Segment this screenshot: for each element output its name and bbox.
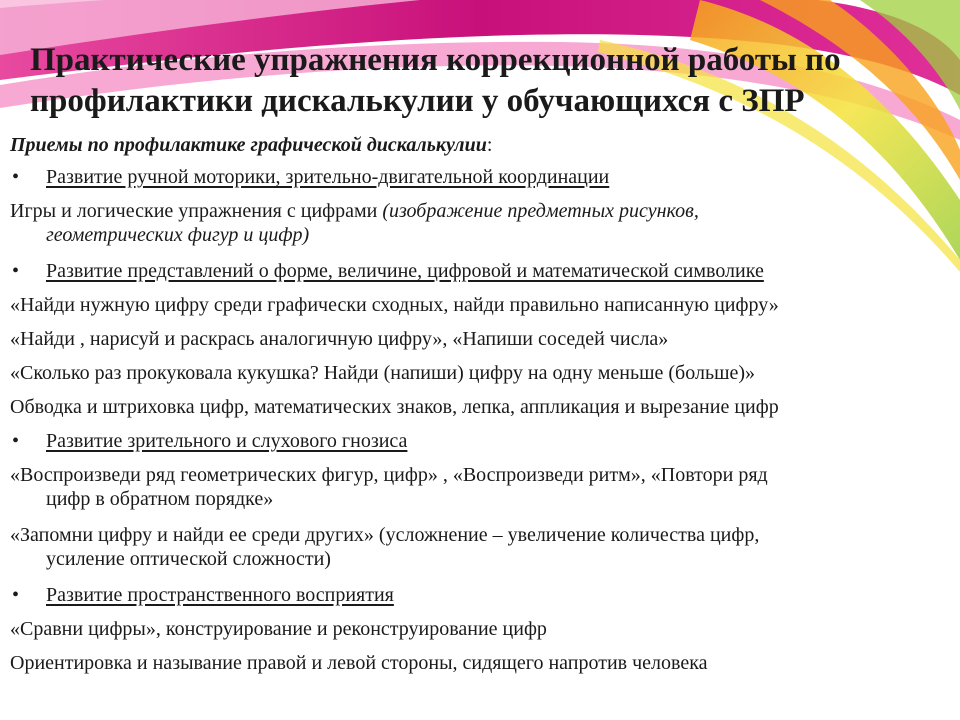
list-item-continuation: усиление оптической сложности) bbox=[46, 548, 331, 570]
bullet-text: Развитие зрительного и слухового гнозиса bbox=[46, 430, 408, 452]
bullet-icon: • bbox=[12, 166, 20, 188]
bullet-icon: • bbox=[12, 430, 20, 452]
list-item: «Воспроизведи ряд геометрических фигур, цифр» , «Воспроизведи ритм», «Повтори ряд bbox=[10, 464, 768, 486]
slide-body bbox=[10, 133, 950, 675]
list-item: «Найди нужную цифру среди графически сходных, найди правильно написанную цифру» bbox=[10, 294, 779, 316]
bullet-item bbox=[10, 165, 950, 189]
bullet-icon: • bbox=[12, 260, 20, 282]
bullet-item bbox=[10, 583, 950, 607]
heading-colon: : bbox=[486, 134, 493, 156]
bullet-item bbox=[10, 429, 950, 453]
list-item: «Сколько раз прокуковала кукушка? Найди (напиши) цифру на одну меньше (больше)» bbox=[10, 362, 755, 384]
bullet-icon: • bbox=[12, 584, 20, 606]
title-line: профилактики дискалькулии у обучающихся с ЗПР bbox=[30, 83, 805, 119]
item-text: Игры и логические упражнения с цифрами bbox=[10, 200, 383, 222]
list-item bbox=[10, 199, 950, 223]
bullet-text: Развитие представлений о форме, величине, цифровой и математической символике bbox=[46, 260, 764, 282]
list-item-continuation: цифр в обратном порядке» bbox=[46, 488, 274, 510]
list-item: Обводка и штриховка цифр, математических знаков, лепка, аппликация и вырезание цифр bbox=[10, 396, 779, 418]
bullet-text: Развитие ручной моторики, зрительно-двигательной координации bbox=[46, 166, 610, 188]
slide-title bbox=[30, 40, 950, 122]
list-item: «Найди , нарисуй и раскрась аналогичную цифру», «Напиши соседей числа» bbox=[10, 328, 669, 350]
heading-text: Приемы по профилактике графической дискалькулии bbox=[10, 134, 487, 156]
title-line: Практические упражнения коррекционной работы по bbox=[30, 42, 841, 78]
section-heading bbox=[10, 133, 950, 157]
list-item: Ориентировка и называние правой и левой стороны, сидящего напротив человека bbox=[10, 652, 708, 674]
bullet-item bbox=[10, 259, 950, 283]
list-item: «Запомни цифру и найди ее среди других» (усложнение – увеличение количества цифр, bbox=[10, 524, 760, 546]
list-item: «Сравни цифры», конструирование и реконструирование цифр bbox=[10, 618, 547, 640]
bullet-text: Развитие пространственного восприятия bbox=[46, 584, 394, 606]
list-item-continuation: геометрических фигур и цифр) bbox=[46, 224, 310, 246]
item-italic-text: (изображение предметных рисунков, bbox=[382, 200, 699, 222]
